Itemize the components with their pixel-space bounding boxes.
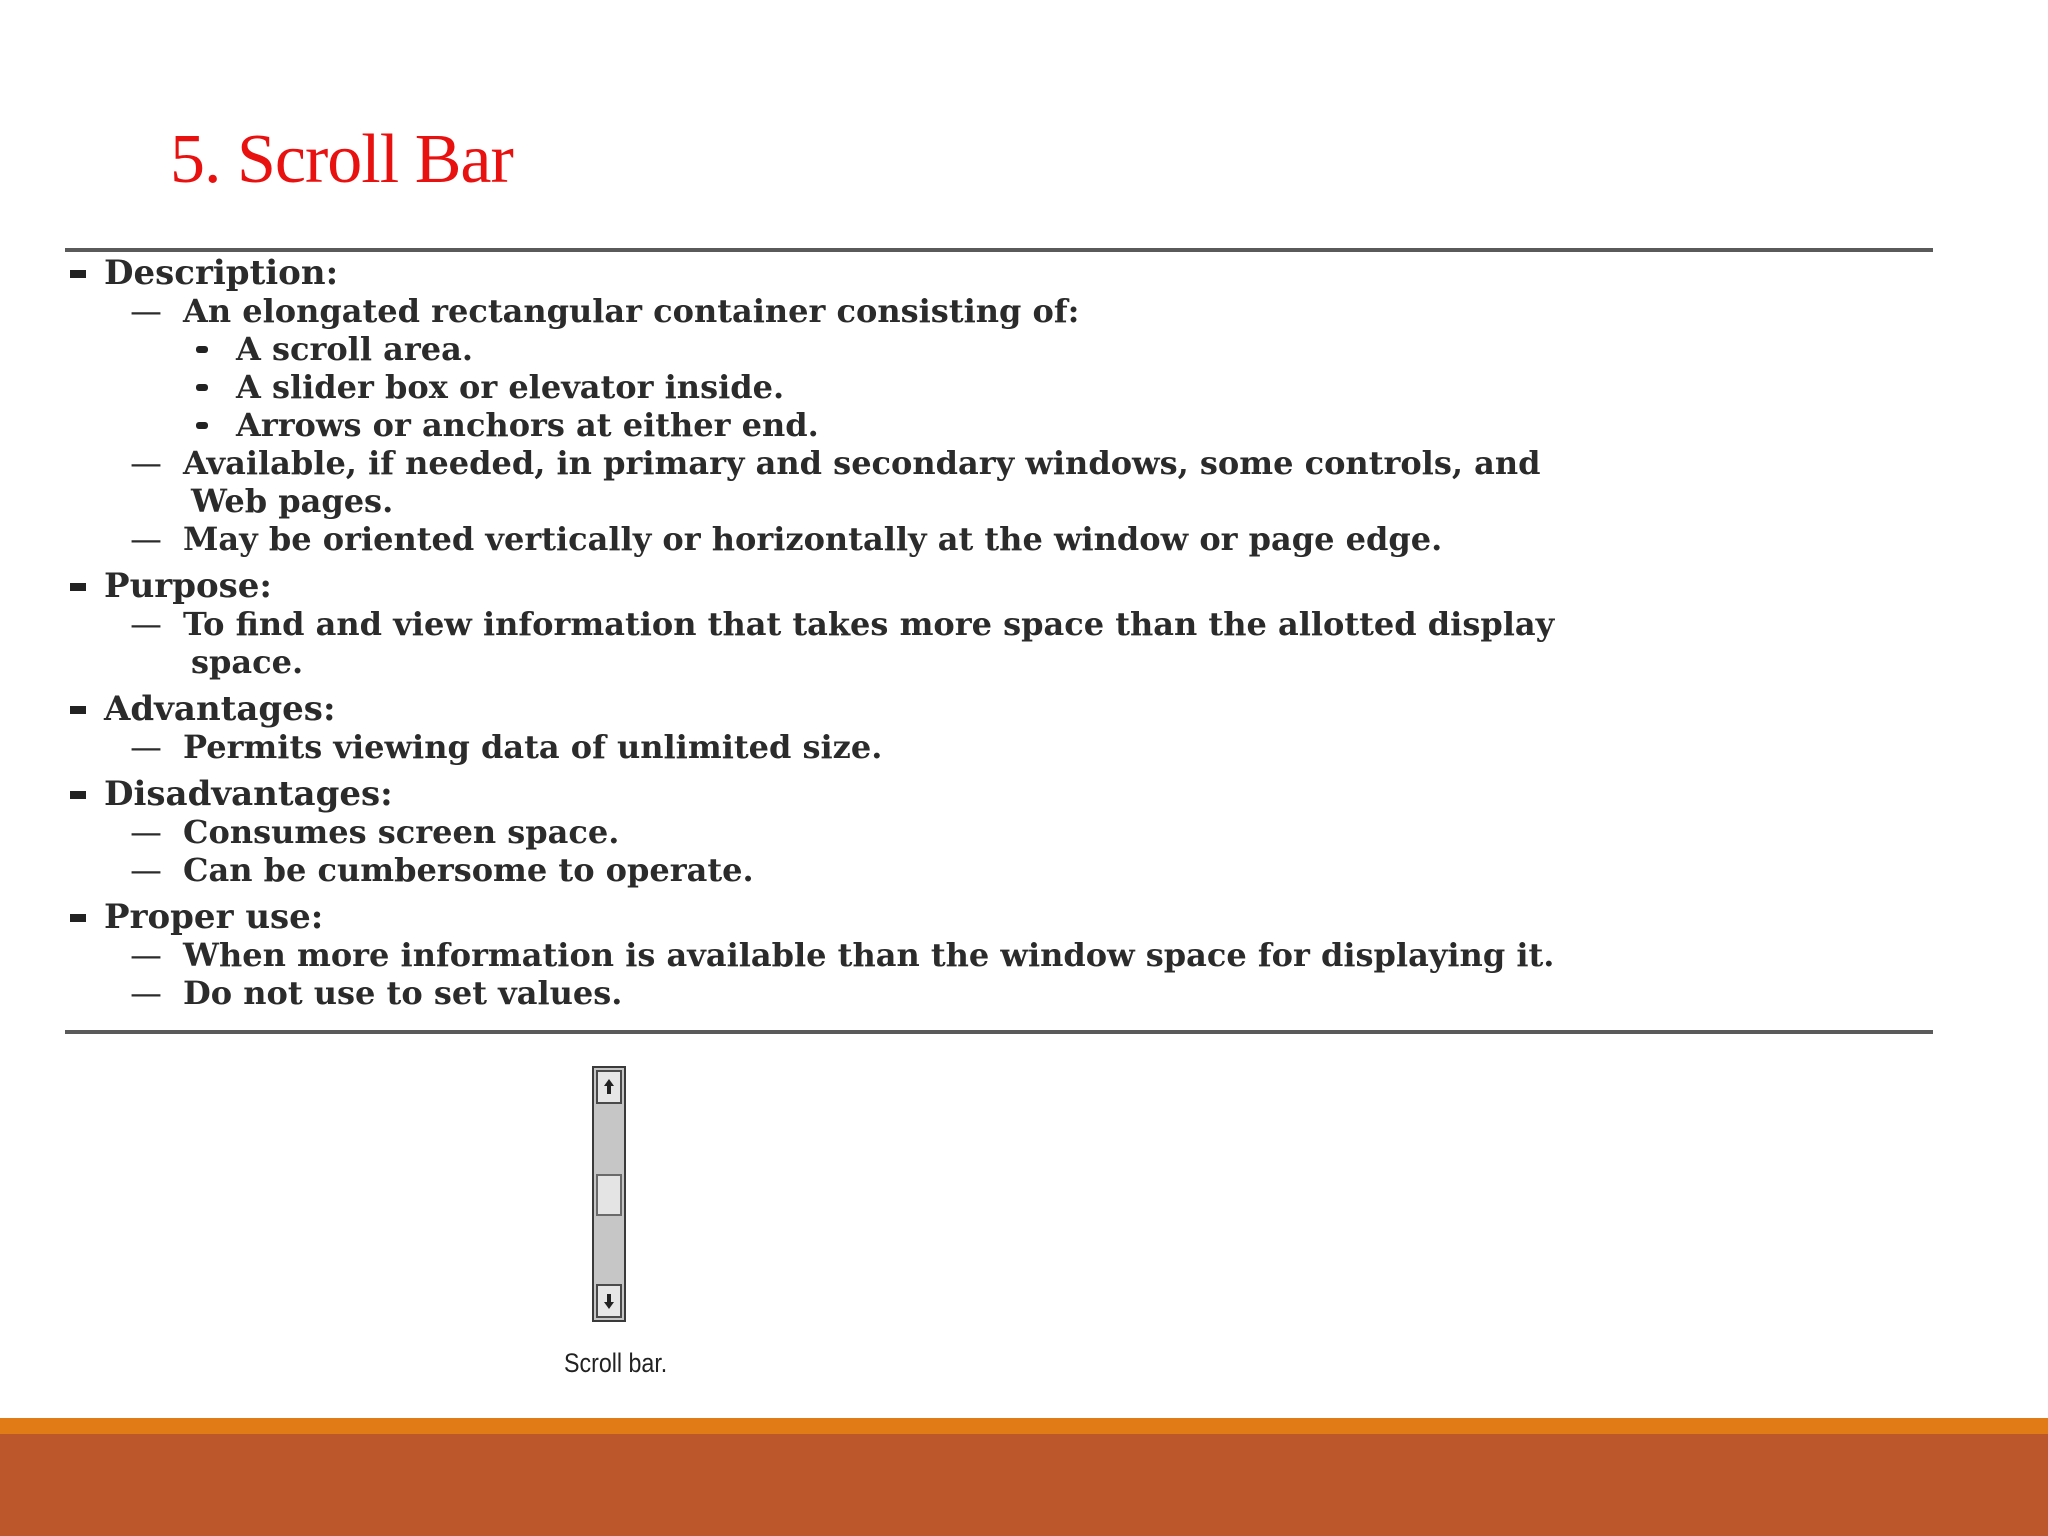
dash-item: — When more information is available than the window space for displaying it. xyxy=(130,936,1555,974)
dash-item: — Do not use to set values. xyxy=(130,974,623,1012)
em-dash-icon: — xyxy=(130,851,162,889)
slide-title: 5. Scroll Bar xyxy=(170,121,513,198)
dash-item: — Can be cumbersome to operate. xyxy=(130,851,754,889)
em-dash-icon: — xyxy=(130,444,162,482)
scroll-thumb xyxy=(596,1174,622,1216)
scroll-up-arrow-icon xyxy=(596,1070,622,1104)
section-heading: Disadvantages: xyxy=(68,775,1948,813)
em-dash-icon: — xyxy=(130,936,162,974)
scroll-down-arrow-icon xyxy=(596,1284,622,1318)
dash-item: — To find and view information that takes more space than the allotted display space. xyxy=(130,605,1555,681)
section-heading: Description: xyxy=(68,254,1948,292)
dot-bullet-icon xyxy=(196,346,208,353)
square-bullet-icon xyxy=(70,270,86,278)
section-advantages xyxy=(68,690,1948,766)
dot-item: A scroll area. xyxy=(68,330,1948,368)
em-dash-icon: — xyxy=(130,813,162,851)
top-divider xyxy=(65,248,1933,252)
dot-item: A slider box or elevator inside. xyxy=(68,368,1948,406)
square-bullet-icon xyxy=(70,914,86,922)
dash-item: — An elongated rectangular container consisting of: xyxy=(130,292,1080,330)
section-heading: Proper use: xyxy=(68,898,1948,936)
bottom-divider xyxy=(65,1030,1933,1034)
content-body xyxy=(68,254,1948,1012)
em-dash-icon: — xyxy=(130,974,162,1012)
section-disadvantages xyxy=(68,775,1948,889)
em-dash-icon: — xyxy=(130,728,162,766)
dash-item: — May be oriented vertically or horizontally at the window or page edge. xyxy=(130,520,1443,558)
dash-item: — Available, if needed, in primary and secondary windows, some controls, and Web pages. xyxy=(130,444,1541,520)
footer-accent-stripe xyxy=(0,1418,2048,1434)
dot-bullet-icon xyxy=(196,422,208,429)
em-dash-icon: — xyxy=(130,292,162,330)
section-heading: Purpose: xyxy=(68,567,1948,605)
square-bullet-icon xyxy=(70,791,86,799)
em-dash-icon: — xyxy=(130,520,162,558)
dot-item: Arrows or anchors at either end. xyxy=(68,406,1948,444)
square-bullet-icon xyxy=(70,706,86,714)
em-dash-icon: — xyxy=(130,605,162,643)
dash-item: — Permits viewing data of unlimited size. xyxy=(130,728,883,766)
section-heading: Advantages: xyxy=(68,690,1948,728)
scroll-bar-illustration xyxy=(592,1066,626,1322)
section-description xyxy=(68,254,1948,558)
dot-bullet-icon xyxy=(196,384,208,391)
section-purpose xyxy=(68,567,1948,681)
dash-item: — Consumes screen space. xyxy=(130,813,620,851)
square-bullet-icon xyxy=(70,583,86,591)
figure-caption: Scroll bar. xyxy=(564,1348,668,1378)
section-proper-use xyxy=(68,898,1948,1012)
footer-band xyxy=(0,1434,2048,1536)
